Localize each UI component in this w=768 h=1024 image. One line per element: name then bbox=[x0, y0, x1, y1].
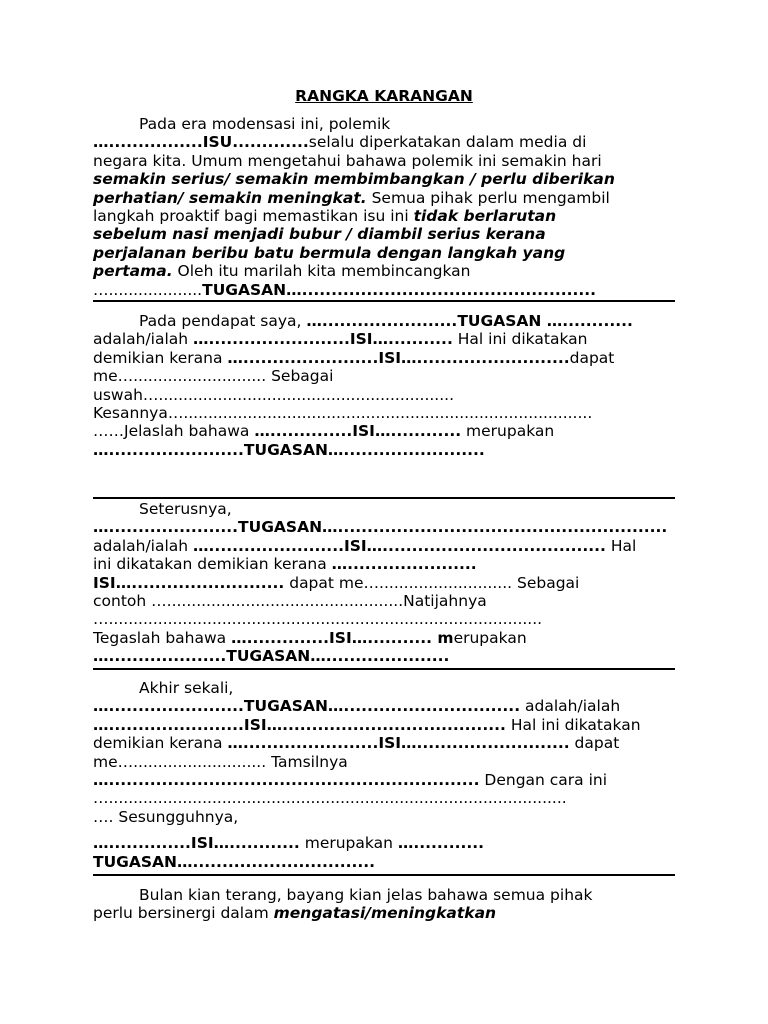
p2-line-6: Kesannya…................................................................................... bbox=[93, 404, 593, 423]
p2-line-2: adalah/ialah bbox=[93, 330, 194, 349]
intro-line-9: Oleh itu marilah kita membincangkan bbox=[172, 262, 471, 281]
p3-isi-blank-3: …..............ISI…........... bbox=[231, 628, 433, 647]
paragraph-conclusion bbox=[93, 886, 673, 923]
p2-tugasan-blank-2: ….......................TUGASAN…........................ bbox=[93, 440, 485, 459]
p5-line-2: perlu bersinergi dalam bbox=[93, 904, 274, 923]
divider-3 bbox=[93, 668, 675, 670]
p2-line-3: demikian kerana bbox=[93, 348, 228, 367]
p5-line-2-bold: mengatasi/meningkatkan bbox=[273, 904, 497, 923]
p2-line-5: uswah…............................................................ bbox=[93, 385, 455, 404]
p4-isi-blank-3: …..............ISI…............ bbox=[93, 834, 300, 853]
p4-line-6-end: Dengan cara ini bbox=[479, 771, 608, 790]
intro-line-4: semakin serius/ semakin membimbangkan / perlu diberikan bbox=[93, 170, 615, 189]
intro-line-6-bold: tidak berlarutan bbox=[413, 207, 557, 226]
intro-line-5: Semua pihak perlu mengambil bbox=[366, 188, 610, 207]
p3-line-5: dapat me…........................... bbox=[284, 573, 517, 592]
intro-line-6: langkah proaktif bagi memastikan isu ini bbox=[93, 207, 414, 226]
p3-line-4: ini dikatakan demikian kerana bbox=[93, 555, 332, 574]
p3-isi-blank: ….......................ISI…...................................... bbox=[193, 536, 606, 555]
p2-line-7: ……Jelaslah bahawa bbox=[93, 422, 255, 441]
p4-line-5: me…........................... Tamsilnya bbox=[93, 752, 348, 771]
p3-line-1: Seterusnya, bbox=[139, 500, 232, 518]
p3-tugasan-blank: …......................TUGASAN…........................................................ bbox=[93, 518, 668, 537]
divider-2 bbox=[93, 497, 675, 499]
p4-line-3-end: Hal ini dikatakan bbox=[505, 715, 641, 734]
p4-tugasan-blank: ….......................TUGASAN….............................. bbox=[93, 697, 521, 716]
intro-line-2: selalu diperkatakan dalam media di bbox=[308, 133, 587, 152]
intro-line-9-bold: pertama. bbox=[93, 262, 173, 281]
p2-isi-blank: …........................ISI…........... bbox=[193, 330, 453, 349]
divider-1 bbox=[93, 300, 675, 302]
p4-line-4-end: dapat bbox=[569, 734, 620, 753]
intro-line-5-bold: perhatian/ semakin meningkat. bbox=[93, 188, 367, 207]
divider-4 bbox=[93, 874, 675, 876]
tugasan-blank: TUGASAN….................................................. bbox=[202, 280, 597, 299]
paragraph-third-point bbox=[93, 679, 673, 871]
p2-isi-blank-2: ….......................ISI….......................... bbox=[227, 348, 570, 367]
paragraph-second-point bbox=[93, 500, 673, 666]
p3-line-8: Tegaslah bahawa bbox=[93, 628, 232, 647]
p4-line-4: demikian kerana bbox=[93, 734, 228, 753]
paragraph-intro bbox=[93, 115, 673, 299]
p2-tugasan-blank: ….......................TUGASAN …............ bbox=[306, 312, 633, 330]
p3-blank: …...................... bbox=[331, 555, 477, 574]
intro-line-1: Pada era modensasi ini, polemik bbox=[139, 115, 391, 133]
p4-isi-blank-2: ….......................ISI….......................... bbox=[227, 734, 570, 753]
p3-line-8-end: erupakan bbox=[453, 628, 527, 647]
p2-line-3-end: dapat bbox=[569, 348, 615, 367]
p4-isi-blank: ….......................ISI…...................................... bbox=[93, 715, 506, 734]
p5-line-1: Bulan kian terang, bayang kian jelas bahawa semua pihak bbox=[139, 886, 593, 904]
paragraph-first-point bbox=[93, 312, 673, 459]
page-title: RANGKA KARANGAN bbox=[295, 87, 473, 105]
p3-line-3: adalah/ialah bbox=[93, 536, 194, 555]
p2-line-4: me…........................... Sebagai bbox=[93, 367, 334, 386]
p4-line-8: …. Sesungguhnya, bbox=[93, 807, 239, 826]
p3-line-3-end: Hal bbox=[605, 536, 637, 555]
p3-line-5-end: Sebagai bbox=[517, 573, 580, 592]
p3-tugasan-blank-2: …....................TUGASAN…..................... bbox=[93, 647, 450, 666]
p3-line-6: contoh …................................................Natijahnya bbox=[93, 592, 487, 611]
p4-tugasan-blank-2: TUGASAN…............................... bbox=[93, 852, 376, 871]
intro-line-7: sebelum nasi menjadi bubur / diambil serius kerana bbox=[93, 225, 546, 244]
intro-line-10: …................... bbox=[93, 280, 203, 299]
p4-line-1: Akhir sekali, bbox=[139, 679, 234, 697]
p4-blank: …............................................................... bbox=[93, 771, 480, 790]
isu-blank: …................ISU............. bbox=[93, 133, 309, 152]
p2-line-2-end: Hal ini dikatakan bbox=[452, 330, 588, 349]
p3-isi-blank-2: ISI….......................... bbox=[93, 573, 285, 592]
p2-isi-blank-3: …..............ISI…............ bbox=[254, 422, 462, 441]
intro-line-3: negara kita. Umum mengetahui bahawa polemik ini semakin hari bbox=[93, 151, 602, 170]
p4-blank-2: …............ bbox=[397, 834, 485, 853]
p3-line-7: …........................................................................................ bbox=[93, 610, 543, 629]
p2-line-1: Pada pendapat saya, bbox=[139, 312, 307, 330]
intro-line-8: perjalanan beribu batu bermula dengan langkah yang bbox=[93, 243, 566, 262]
p4-line-2-end: adalah/ialah bbox=[520, 697, 621, 716]
p3-line-8-m: m bbox=[432, 628, 454, 647]
p2-line-7-end: merupakan bbox=[461, 422, 555, 441]
p4-line-9: merupakan bbox=[299, 834, 398, 853]
p4-line-7: …............................................................................................. bbox=[93, 789, 567, 808]
